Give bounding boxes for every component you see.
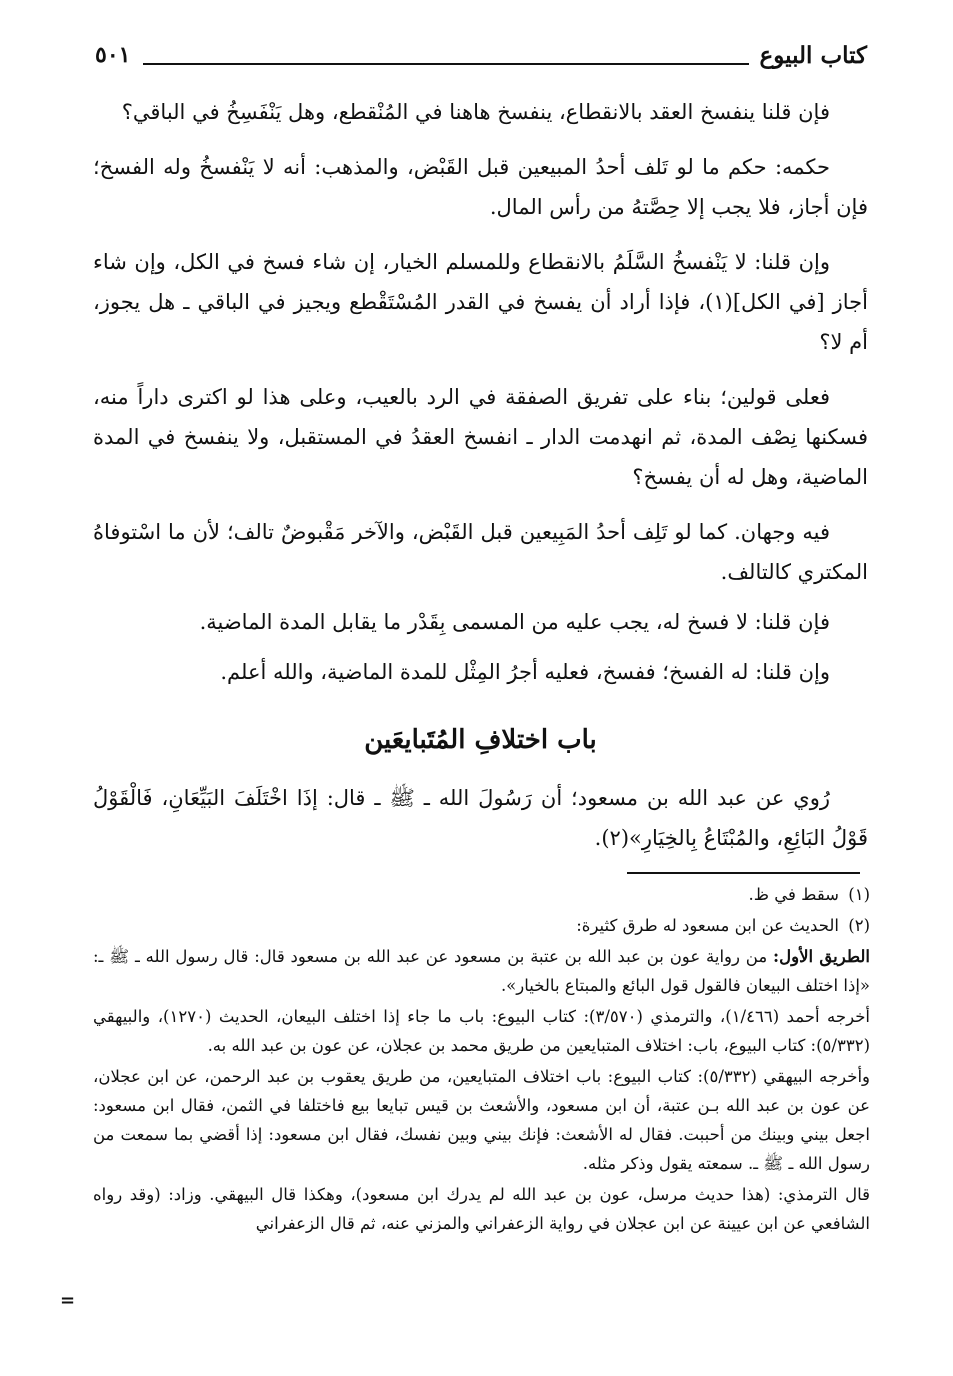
paragraph: فعلى قولين؛ بناء على تفريق الصفقة في الرد بالعيب، وعلى هذا لو اكترى داراً منه، فسكنها نِصْف المدة، ثم انهدمت الدار ـ انفسخ العقدُ في المستقبل، ولا ينفسخ في المدة الماضية، وهل له أن يفسخ؟ — [93, 385, 868, 489]
header-rule — [143, 63, 749, 65]
page-header — [95, 40, 867, 80]
footnote-number: (٢) — [848, 916, 870, 935]
continuation-mark: = — [60, 1290, 76, 1311]
paragraph: فإن قلنا: لا فسخ له، يجب عليه من المسمى بِقَدْر ما يقابل المدة الماضية. — [199, 610, 830, 634]
chapter-paragraph: رُوي عن عبد الله بن مسعود؛ أن رَسُولَ الله ـ ﷺ ـ قال: إذَا اخْتَلَفَ البَيِّعَانِ، فَالْقَوْلُ قَوْلُ البَائِعِ، والمُبْتَاعُ بِالخِيَارِ»(٢). — [93, 786, 868, 850]
footnote-text: سقط في ظ. — [748, 885, 839, 904]
footnote-number: (١) — [848, 885, 870, 904]
path-text: من رواية عون بن عبد الله بن عتبة بن مسعود عن عبد الله بن مسعود قال: قال رسول الله ـ ﷺ ـ: «إذا اختلف البيعان فالقول قول البائع والمبتاع بالخيار». — [93, 947, 870, 995]
running-title: كتاب البيوع — [759, 42, 867, 69]
paragraph: وإن قلنا: لا يَنْفسخُ السَّلَمُ بالانقطاع وللمسلم الخيار، إن شاء فسخ في الكل، وإن شاء أجاز [في الكل](١)، فإذا أراد أن يفسخ في القدر المُسْتَقْطع ويجيز في الباقي ـ هل يجوز، أم لا؟ — [93, 250, 868, 354]
paragraph: فيه وجهان. كما لو تَلِف أحدُ المَبِيعين قبل القَبْض، والآخر مَقْبوضٌ تالف؛ لأن ما اسْتوفاهُ المكتري كالتالف. — [93, 520, 868, 584]
page-number: ٥٠١ — [95, 42, 131, 68]
footnotes — [93, 880, 870, 1240]
footnote-2 — [93, 911, 870, 940]
footnote-separator — [627, 872, 860, 874]
main-text — [93, 92, 868, 873]
footnote-text: الحديث عن ابن مسعود له طرق كثيرة: — [576, 916, 839, 935]
footnote-tirmidhi: قال الترمذي: (هذا حديث مرسل، عون بن عبد الله لم يدرك ابن مسعود)، وهكذا قال البيهقي. وزاد: (وقد رواه الشافعي عن ابن عيينة عن ابن عجلان في رواية الزعفراني والمزني عنه، ثم قال الزعفراني — [93, 1185, 870, 1233]
footnote-1 — [93, 880, 870, 909]
chapter-title: باب اختلافِ المُتَبايعَين — [364, 725, 597, 755]
footnote-takhrij-2: وأخرجه البيهقي (٥/٣٣٢): كتاب البيوع: باب اختلاف المتبايعين، من طريق يعقوب بن عبد الرحمن، عن ابن عجلان، عن عون بن عبد الله بـن عتبة، أن ابن مسعود، والأشعث بن قيس تبايعا بيع فاختلفا في الثمن، فقال ابن مسعود: اجعل بيني وبينك من أحببت. فقال له الأشعث: فإنك بيني وبين نفسك، فقال ابن مسعود: إذا أقضي بما سمعت من رسول الله ـ ﷺ ـ. سمعته يقول وذكر مثله. — [93, 1067, 870, 1173]
footnote-takhrij-1: أخرجه أحمد (١/٤٦٦)، والترمذي (٣/٥٧٠): كتاب البيوع: باب ما جاء إذا اختلف البيعان، الحديث (١٢٧٠)، والبيهقي (٥/٣٣٢): كتاب البيوع، باب: اختلاف المتبايعين من طريق محمد بن عجلان، عن عون بن عبد الله به. — [93, 1007, 870, 1055]
paragraph: فإن قلنا ينفسخ العقد بالانقطاع، ينفسخ هاهنا في المُنْقطع، وهل يَنْفَسِخُ في الباقي؟ — [121, 100, 830, 124]
paragraph: وإن قلنا: له الفسخ؛ ففسخ، فعليه أجرُ المِثْل للمدة الماضية، والله أعلم. — [220, 660, 830, 684]
path-label: الطريق الأول: — [773, 947, 871, 966]
footnote-path-1 — [93, 942, 870, 1000]
paragraph: حكمه: حكم ما لو تَلف أحدُ المبيعين قبل القَبْض، والمذهب: أنه لا يَنْفسخُ وله الفسخ؛ فإن أجاز، فلا يجب إلا حِصَّتهُ من رأس المال. — [93, 155, 868, 219]
